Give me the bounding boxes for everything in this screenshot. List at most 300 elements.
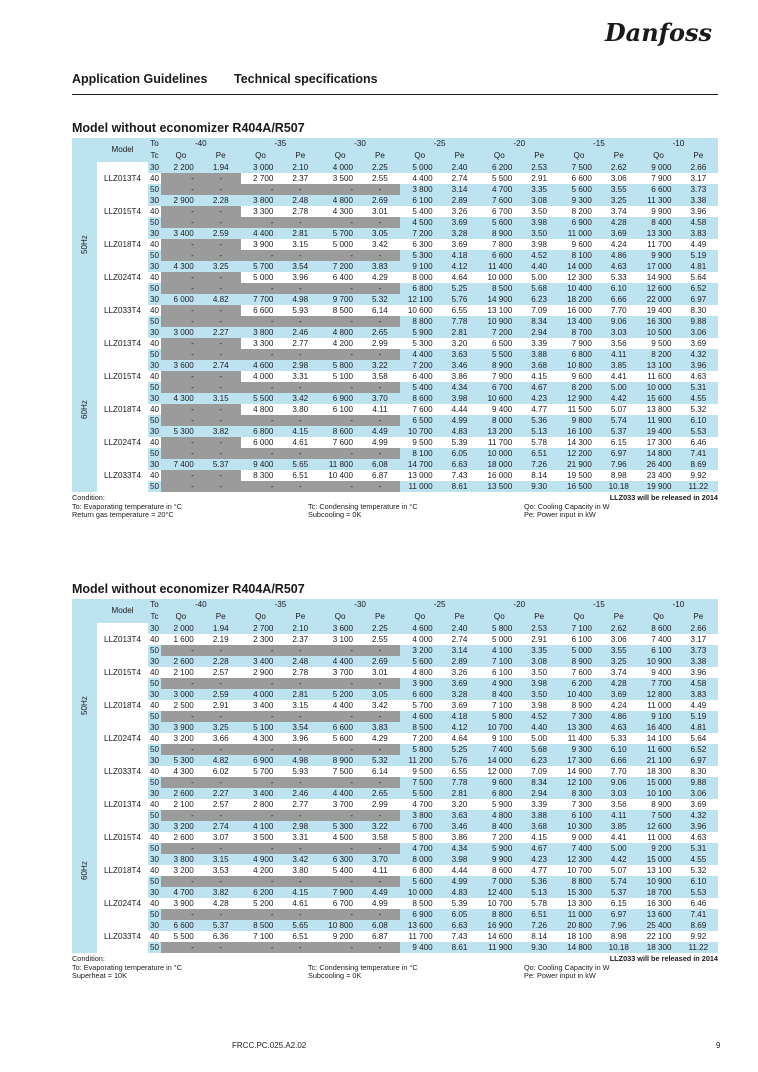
- table-row: [72, 711, 718, 722]
- pe-cell: 8.61: [440, 942, 480, 953]
- pe-cell: 2.53: [519, 162, 559, 173]
- qo-cell: 10 600: [479, 393, 519, 404]
- pe-cell: 7.43: [440, 931, 480, 942]
- qo-cell: 9 100: [400, 261, 440, 272]
- qo-cell: 14 100: [639, 733, 679, 744]
- qo-cell: 11 900: [639, 415, 679, 426]
- pe-cell: -: [201, 382, 241, 393]
- tc-cell: 30: [149, 690, 159, 699]
- pe-cell: 6.15: [599, 437, 639, 448]
- pe-cell: 6.51: [519, 448, 559, 459]
- pe-cell: 4.41: [599, 832, 639, 843]
- pe-cell: 2.69: [360, 656, 400, 667]
- model-name: LLZ024T4: [97, 261, 148, 294]
- qo-cell: -: [320, 448, 360, 459]
- pe-cell: 3.38: [678, 656, 718, 667]
- qo-cell: 7 500: [639, 810, 679, 821]
- qo-cell: -: [161, 481, 201, 492]
- qo-header: Qo: [320, 611, 360, 623]
- table-row: [72, 228, 718, 239]
- qo-cell: 3 300: [241, 338, 281, 349]
- qo-cell: 11 600: [639, 371, 679, 382]
- qo-cell: 18 200: [559, 294, 599, 305]
- qo-cell: -: [241, 316, 281, 327]
- pe-cell: 3.14: [440, 184, 480, 195]
- pe-cell: 2.40: [440, 162, 480, 173]
- frequency-cell: [72, 623, 97, 788]
- table-row: [72, 415, 718, 426]
- table-row: [72, 766, 718, 777]
- qo-cell: 2 100: [161, 799, 201, 810]
- qo-cell: 16 000: [559, 305, 599, 316]
- qo-cell: 2 900: [241, 667, 281, 678]
- table-row: [72, 173, 718, 184]
- pe-cell: -: [280, 810, 320, 821]
- pe-cell: 2.98: [280, 821, 320, 832]
- tc-cell: 40: [149, 800, 159, 809]
- qo-cell: 5 900: [479, 843, 519, 854]
- qo-cell: 4 400: [241, 228, 281, 239]
- pe-cell: 4.44: [440, 865, 480, 876]
- qo-cell: 6 500: [400, 415, 440, 426]
- table-row: [72, 744, 718, 755]
- tc-note: Tc: Condensing temperature in °C: [308, 501, 418, 511]
- pe-cell: 1.94: [201, 162, 241, 173]
- pe-cell: 2.27: [201, 327, 241, 338]
- qo-cell: 16 500: [559, 481, 599, 492]
- pe-cell: 5.37: [599, 426, 639, 437]
- qo-cell: 9 300: [559, 744, 599, 755]
- pe-header: Pe: [440, 150, 480, 162]
- pe-cell: 3.74: [599, 667, 639, 678]
- qo-cell: 8 100: [400, 448, 440, 459]
- qo-cell: 23 400: [639, 470, 679, 481]
- qo-cell: -: [320, 415, 360, 426]
- qo-cell: 3 200: [161, 865, 201, 876]
- pe-cell: 2.78: [280, 206, 320, 217]
- to-value: -25: [400, 599, 480, 611]
- pe-cell: 5.39: [440, 898, 480, 909]
- table-row: [72, 821, 718, 832]
- pe-cell: 6.97: [678, 294, 718, 305]
- pe-header: Pe: [280, 611, 320, 623]
- tc-cell: 50: [149, 284, 159, 293]
- tc-cell: 30: [149, 855, 159, 864]
- table-row: [72, 261, 718, 272]
- table-row: [72, 887, 718, 898]
- qo-cell: 8 600: [639, 623, 679, 634]
- qo-cell: 3 600: [320, 623, 360, 634]
- qo-cell: 6 700: [479, 206, 519, 217]
- qo-cell: 3 000: [241, 162, 281, 173]
- pe-cell: 2.91: [519, 173, 559, 184]
- qo-cell: 10 000: [639, 382, 679, 393]
- table-row: [72, 283, 718, 294]
- qo-cell: 3 900: [241, 239, 281, 250]
- pe-cell: 3.85: [599, 360, 639, 371]
- pe-header: Pe: [280, 150, 320, 162]
- qo-cell: -: [161, 810, 201, 821]
- qo-cell: 8 500: [400, 722, 440, 733]
- tc-cell: 50: [149, 943, 159, 952]
- pe-cell: -: [360, 777, 400, 788]
- pe-cell: 2.74: [201, 821, 241, 832]
- qo-cell: 3 400: [241, 656, 281, 667]
- qo-cell: -: [320, 876, 360, 887]
- tc-label: Tc: [148, 150, 161, 162]
- page-header: [72, 70, 718, 95]
- qo-cell: 10 900: [479, 316, 519, 327]
- qo-cell: -: [161, 371, 201, 382]
- pe-cell: 5.31: [678, 382, 718, 393]
- pe-cell: 2.81: [440, 327, 480, 338]
- qo-cell: -: [320, 316, 360, 327]
- pe-cell: 4.34: [440, 843, 480, 854]
- table-row: [72, 909, 718, 920]
- qo-cell: 4 300: [161, 261, 201, 272]
- pe-cell: -: [201, 173, 241, 184]
- pe-cell: 3.03: [599, 788, 639, 799]
- qo-cell: 5 100: [241, 722, 281, 733]
- qo-cell: 8 400: [639, 217, 679, 228]
- qo-cell: 11 800: [320, 459, 360, 470]
- qo-cell: 22 000: [639, 294, 679, 305]
- qo-cell: 9 500: [639, 338, 679, 349]
- pe-cell: 7.41: [678, 909, 718, 920]
- qo-cell: 4 200: [241, 865, 281, 876]
- qo-cell: 8 600: [479, 865, 519, 876]
- qo-cell: 7 200: [320, 261, 360, 272]
- pe-cell: 3.68: [519, 360, 559, 371]
- qo-cell: 6 700: [320, 898, 360, 909]
- table-row: [72, 393, 718, 404]
- qo-cell: -: [161, 843, 201, 854]
- qo-header: Qo: [639, 150, 679, 162]
- qo-cell: 14 300: [559, 437, 599, 448]
- table-notes: [72, 955, 718, 981]
- qo-cell: 8 500: [479, 283, 519, 294]
- model-name: LLZ033T4: [97, 920, 148, 953]
- qo-cell: 10 900: [639, 656, 679, 667]
- qo-cell: -: [161, 173, 201, 184]
- qo-cell: 6 300: [400, 239, 440, 250]
- qo-cell: 7 600: [320, 437, 360, 448]
- pe-cell: -: [201, 876, 241, 887]
- qo-cell: -: [161, 678, 201, 689]
- table-row: [72, 920, 718, 931]
- tc-cell: 40: [149, 207, 159, 216]
- tc-cell: 50: [149, 317, 159, 326]
- pe-cell: 3.69: [678, 338, 718, 349]
- qo-cell: 5 700: [400, 700, 440, 711]
- pe-header: Pe: [201, 150, 241, 162]
- pe-cell: 4.99: [360, 898, 400, 909]
- pe-cell: 4.67: [519, 843, 559, 854]
- qo-cell: 5 600: [400, 876, 440, 887]
- pe-cell: 7.43: [440, 470, 480, 481]
- to-value: -40: [161, 599, 241, 611]
- release-note: LLZ033 will be released in 2014: [609, 493, 718, 502]
- pe-cell: -: [201, 316, 241, 327]
- pe-cell: 4.15: [519, 832, 559, 843]
- pe-cell: 3.98: [519, 217, 559, 228]
- pe-cell: -: [201, 349, 241, 360]
- qo-cell: -: [320, 184, 360, 195]
- qo-cell: 7 400: [161, 459, 201, 470]
- qo-cell: 13 300: [639, 228, 679, 239]
- qo-cell: 5 300: [320, 821, 360, 832]
- table-row: [72, 865, 718, 876]
- pe-cell: 3.85: [599, 821, 639, 832]
- qo-cell: 7 100: [479, 656, 519, 667]
- qo-cell: 8 000: [400, 854, 440, 865]
- qo-cell: 10 400: [320, 470, 360, 481]
- pe-cell: 5.19: [678, 711, 718, 722]
- pe-header: Pe: [440, 611, 480, 623]
- pe-cell: -: [201, 645, 241, 656]
- pe-cell: 3.86: [440, 371, 480, 382]
- pe-cell: 6.97: [678, 755, 718, 766]
- qo-cell: 5 800: [320, 360, 360, 371]
- pe-cell: 7.26: [519, 459, 559, 470]
- model-header: Model: [97, 599, 148, 623]
- pe-cell: -: [280, 777, 320, 788]
- qo-header: Qo: [161, 611, 201, 623]
- qo-cell: 22 100: [639, 931, 679, 942]
- table-row: [72, 733, 718, 744]
- header-left: Application Guidelines: [72, 72, 208, 86]
- pe-cell: 5.74: [599, 415, 639, 426]
- qo-cell: -: [320, 645, 360, 656]
- pe-cell: 3.98: [440, 393, 480, 404]
- pe-cell: 7.70: [599, 766, 639, 777]
- pe-cell: 6.23: [519, 294, 559, 305]
- qo-header: Qo: [639, 611, 679, 623]
- qo-cell: 6 100: [639, 645, 679, 656]
- qo-cell: -: [320, 349, 360, 360]
- qo-cell: 6 600: [320, 722, 360, 733]
- qo-cell: -: [320, 481, 360, 492]
- qo-cell: -: [241, 283, 281, 294]
- pe-cell: 2.57: [201, 667, 241, 678]
- qo-cell: 3 700: [320, 799, 360, 810]
- pe-cell: 6.51: [280, 470, 320, 481]
- table-row: [72, 656, 718, 667]
- tc-cell: 40: [149, 932, 159, 941]
- pe-cell: 7.96: [599, 459, 639, 470]
- tc-cell: 50: [149, 251, 159, 260]
- pe-cell: 8.34: [519, 316, 559, 327]
- qo-cell: 8 900: [559, 656, 599, 667]
- qo-cell: -: [320, 942, 360, 953]
- qo-cell: 10 700: [479, 722, 519, 733]
- pe-cell: 5.32: [360, 294, 400, 305]
- table-row: [72, 327, 718, 338]
- qo-cell: 5 200: [241, 898, 281, 909]
- table-row: [72, 942, 718, 953]
- tc-cell: 40: [149, 701, 159, 710]
- pe-cell: 2.59: [201, 228, 241, 239]
- pe-cell: 5.53: [678, 887, 718, 898]
- pe-cell: 3.05: [360, 228, 400, 239]
- qo-cell: 7 100: [559, 623, 599, 634]
- model-header: Model: [97, 138, 148, 162]
- qo-cell: 9 800: [559, 415, 599, 426]
- pe-cell: 3.69: [599, 689, 639, 700]
- qo-cell: -: [241, 909, 281, 920]
- qo-cell: 11 400: [559, 733, 599, 744]
- tc-cell: 30: [149, 921, 159, 930]
- qo-cell: -: [320, 250, 360, 261]
- qo-cell: 5 800: [479, 711, 519, 722]
- qo-cell: 6 900: [400, 909, 440, 920]
- pe-header: Pe: [360, 150, 400, 162]
- qo-cell: -: [161, 382, 201, 393]
- pe-cell: 4.42: [599, 854, 639, 865]
- pe-cell: 2.19: [201, 634, 241, 645]
- pe-cell: 6.10: [599, 744, 639, 755]
- qo-cell: 8 500: [400, 898, 440, 909]
- qo-cell: 3 400: [241, 788, 281, 799]
- pe-cell: 3.26: [440, 667, 480, 678]
- pe-cell: 4.98: [280, 294, 320, 305]
- qo-cell: 9 000: [639, 162, 679, 173]
- qo-cell: 18 300: [639, 766, 679, 777]
- pe-cell: 4.40: [519, 261, 559, 272]
- pe-cell: -: [280, 711, 320, 722]
- pe-cell: 8.30: [678, 766, 718, 777]
- qo-cell: 7 500: [400, 777, 440, 788]
- pe-cell: 3.17: [678, 173, 718, 184]
- gas-note: Return gas temperature = 20°C: [72, 510, 174, 520]
- pe-cell: 4.15: [280, 887, 320, 898]
- pe-cell: 9.30: [519, 481, 559, 492]
- table-row: [72, 162, 718, 173]
- qo-cell: 2 300: [241, 634, 281, 645]
- qo-header: Qo: [161, 150, 201, 162]
- qo-cell: 9 400: [241, 459, 281, 470]
- qo-cell: 11 300: [639, 195, 679, 206]
- pe-cell: 5.93: [280, 305, 320, 316]
- qo-cell: -: [161, 239, 201, 250]
- qo-cell: 8 100: [559, 250, 599, 261]
- pe-cell: 6.97: [599, 448, 639, 459]
- pe-cell: 5.00: [519, 272, 559, 283]
- qo-cell: 9 100: [639, 711, 679, 722]
- pe-cell: 5.93: [280, 766, 320, 777]
- qo-cell: 11 000: [639, 832, 679, 843]
- pe-cell: 6.63: [440, 459, 480, 470]
- qo-cell: 16 400: [639, 722, 679, 733]
- pe-cell: 3.35: [519, 184, 559, 195]
- pe-cell: -: [360, 250, 400, 261]
- pe-cell: 2.62: [599, 623, 639, 634]
- qo-cell: 9 600: [479, 777, 519, 788]
- qo-header: Qo: [400, 611, 440, 623]
- table-row: [72, 184, 718, 195]
- pe-cell: -: [360, 382, 400, 393]
- pe-cell: 3.83: [360, 722, 400, 733]
- tc-cell: 40: [149, 635, 159, 644]
- qo-cell: -: [241, 876, 281, 887]
- qo-cell: 7 500: [320, 766, 360, 777]
- pe-cell: 5.68: [519, 744, 559, 755]
- qo-cell: 25 400: [639, 920, 679, 931]
- qo-cell: 5 500: [479, 173, 519, 184]
- pe-cell: 6.08: [360, 459, 400, 470]
- qo-note: Qo: Cooling Capacity in W: [524, 501, 610, 511]
- qo-cell: 6 400: [400, 371, 440, 382]
- danfoss-logo: Danfoss: [604, 18, 712, 47]
- qo-cell: -: [320, 217, 360, 228]
- pe-cell: 6.55: [440, 305, 480, 316]
- tc-cell: 40: [149, 339, 159, 348]
- model-name: LLZ033T4: [97, 459, 148, 492]
- qo-cell: 7 900: [320, 887, 360, 898]
- pe-cell: -: [201, 338, 241, 349]
- table-row: [72, 305, 718, 316]
- qo-cell: 9 200: [320, 931, 360, 942]
- pe-cell: 3.54: [280, 261, 320, 272]
- qo-cell: 7 200: [479, 832, 519, 843]
- table-row: [72, 755, 718, 766]
- to-value: -20: [479, 599, 559, 611]
- qo-cell: 8 800: [479, 909, 519, 920]
- table-row: [72, 645, 718, 656]
- pe-header: Pe: [678, 150, 718, 162]
- qo-cell: 9 700: [320, 294, 360, 305]
- table-row: [72, 459, 718, 470]
- qo-cell: 7 300: [559, 799, 599, 810]
- pe-cell: 2.59: [201, 689, 241, 700]
- pe-cell: 4.61: [280, 437, 320, 448]
- qo-cell: 7 900: [639, 173, 679, 184]
- tc-cell: 50: [149, 811, 159, 820]
- qo-cell: 11 700: [400, 931, 440, 942]
- qo-cell: 7 400: [639, 634, 679, 645]
- pe-cell: 5.25: [440, 744, 480, 755]
- qo-cell: 8 800: [559, 876, 599, 887]
- pe-cell: 3.03: [599, 327, 639, 338]
- tc-cell: 50: [149, 185, 159, 194]
- pe-cell: 3.56: [599, 799, 639, 810]
- pe-cell: 4.98: [280, 755, 320, 766]
- pe-cell: 5.33: [599, 733, 639, 744]
- section-title: Model without economizer R404A/R507: [72, 582, 305, 596]
- qo-cell: -: [320, 678, 360, 689]
- tc-cell: 30: [149, 756, 159, 765]
- pe-cell: 2.48: [280, 195, 320, 206]
- pe-cell: 4.77: [519, 865, 559, 876]
- qo-cell: 18 700: [639, 887, 679, 898]
- qo-cell: 3 800: [241, 195, 281, 206]
- qo-cell: 3 800: [400, 810, 440, 821]
- pe-cell: 3.83: [678, 228, 718, 239]
- qo-cell: 4 000: [241, 689, 281, 700]
- pe-cell: 5.36: [519, 415, 559, 426]
- pe-cell: 4.15: [519, 371, 559, 382]
- qo-cell: 10 300: [559, 821, 599, 832]
- qo-cell: 19 400: [639, 305, 679, 316]
- qo-cell: 5 200: [320, 689, 360, 700]
- qo-cell: 9 400: [639, 667, 679, 678]
- qo-cell: 11 700: [639, 239, 679, 250]
- qo-cell: 4 800: [241, 404, 281, 415]
- table-row: [72, 931, 718, 942]
- tc-cell: 30: [149, 888, 159, 897]
- qo-cell: 10 800: [320, 920, 360, 931]
- qo-cell: 5 400: [320, 865, 360, 876]
